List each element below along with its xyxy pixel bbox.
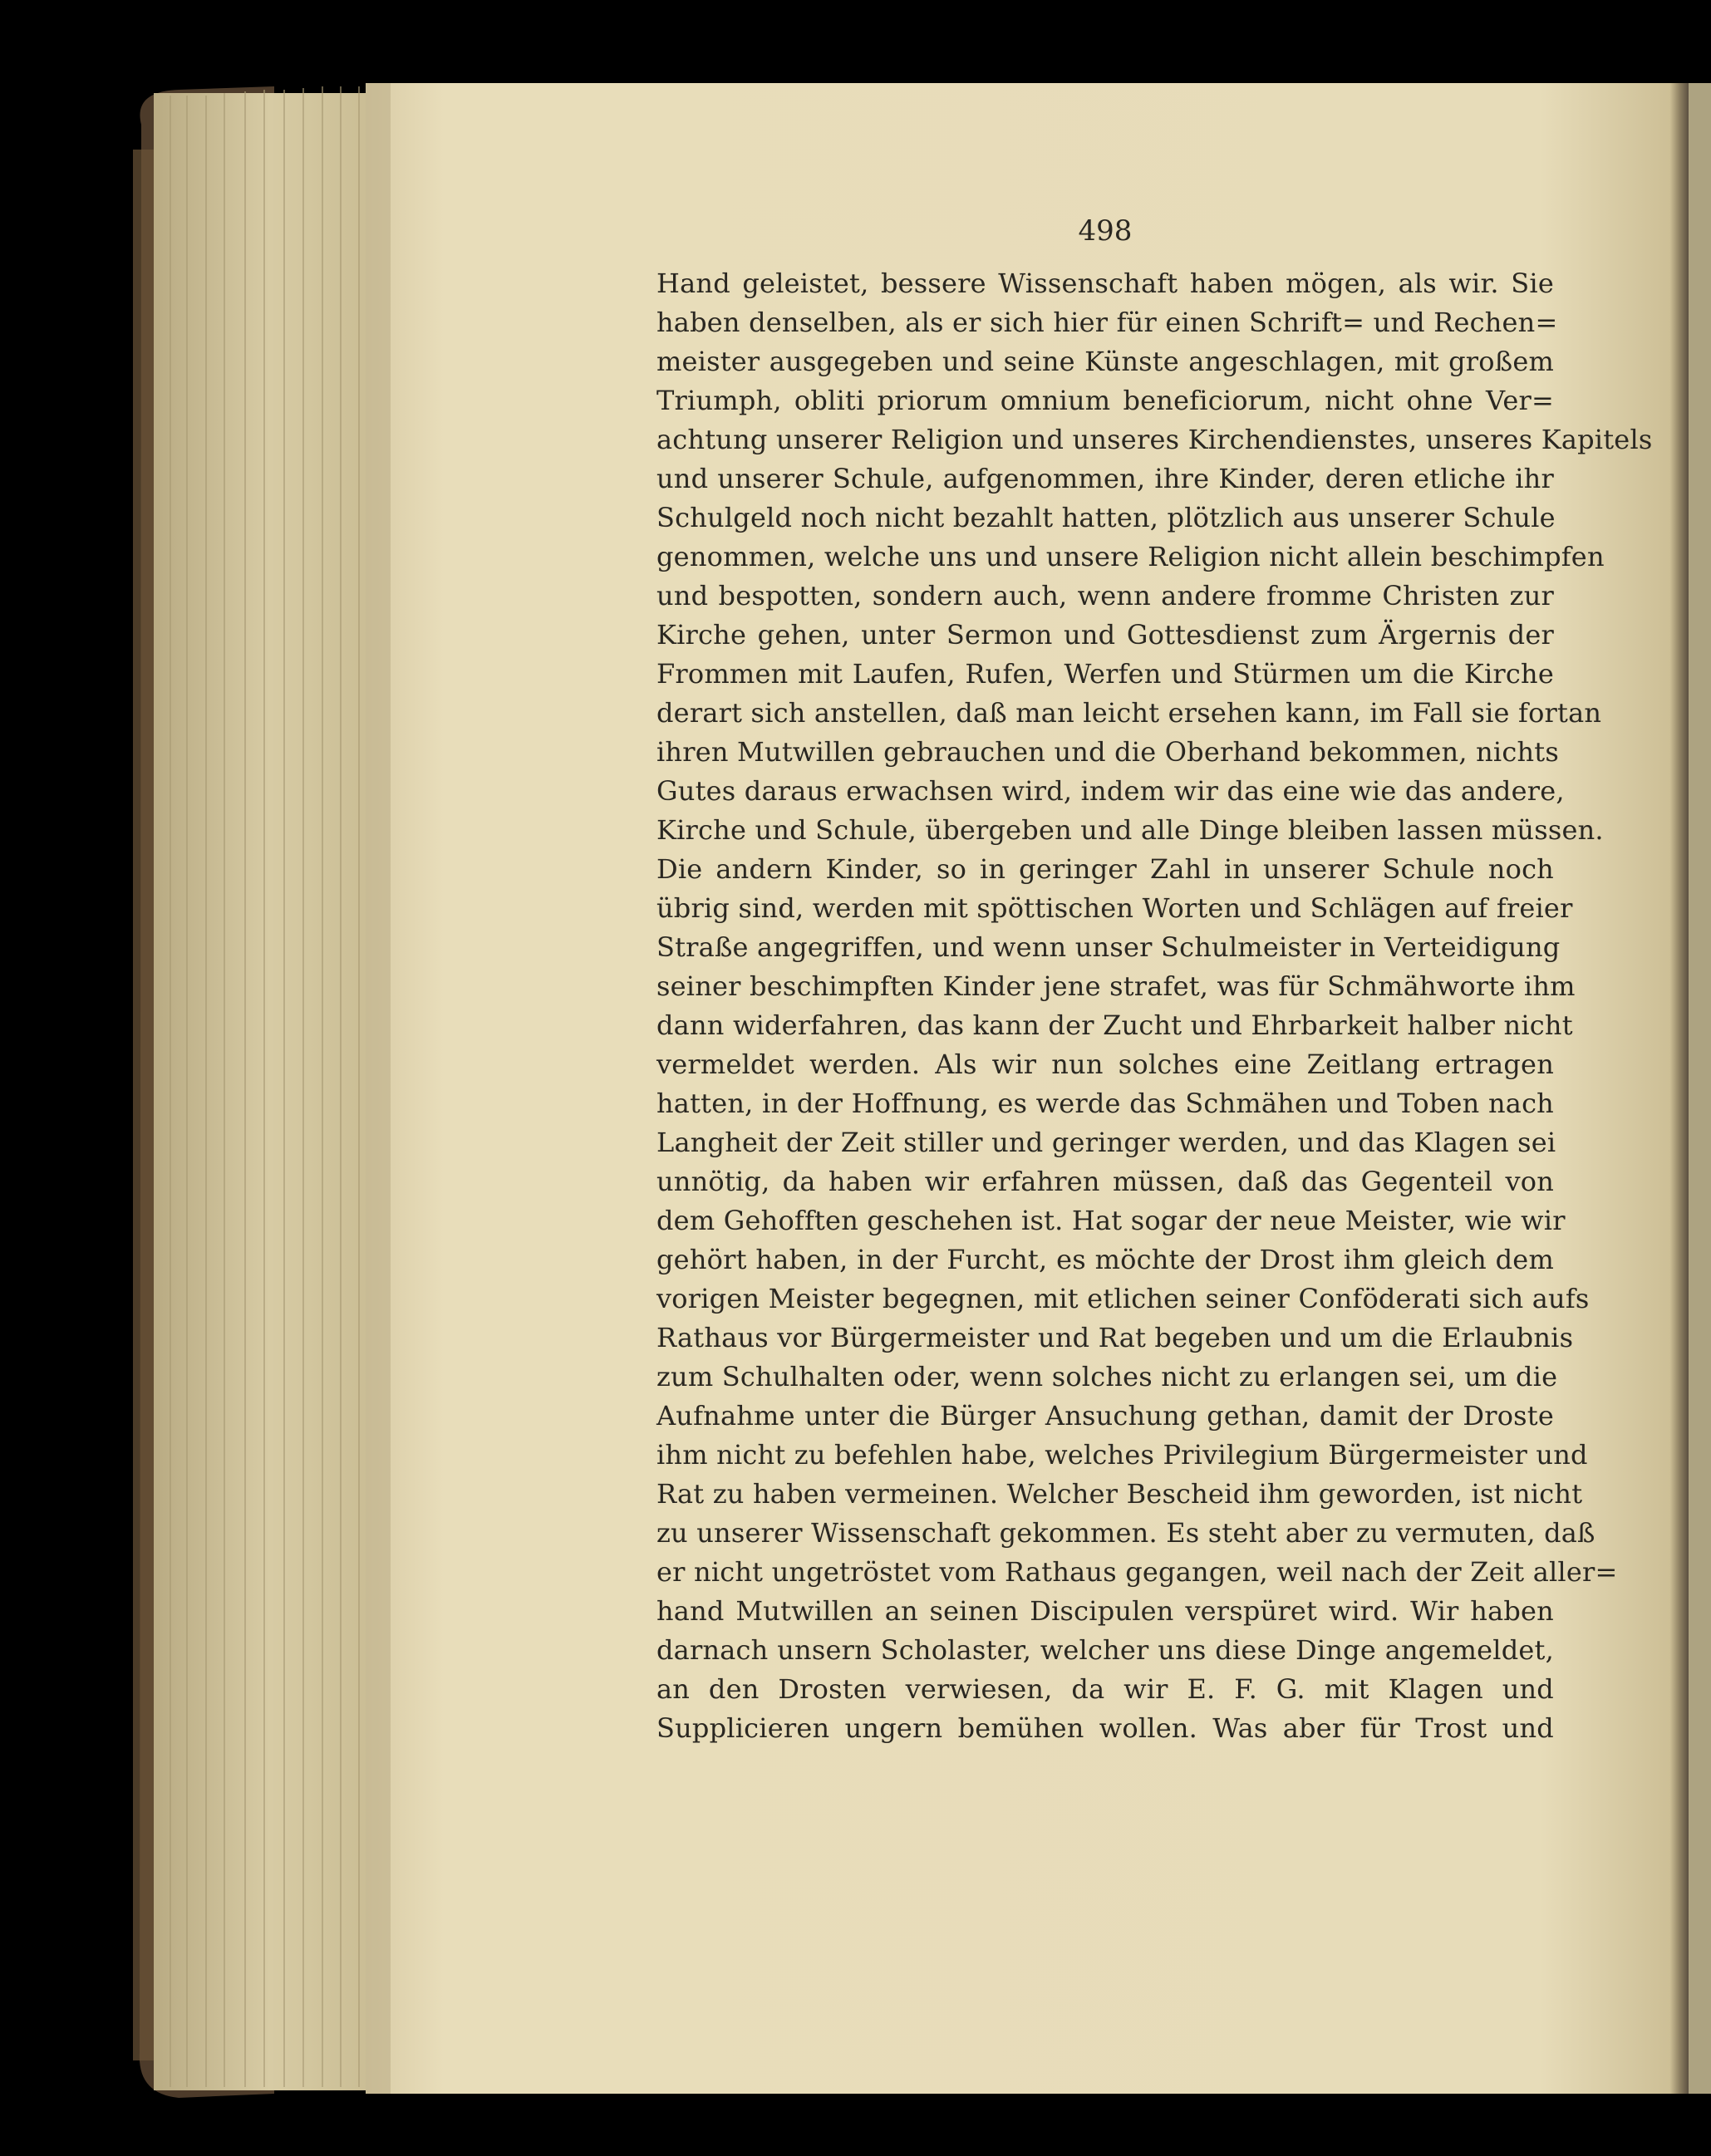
- text-line: Frommen mit Laufen, Rufen, Werfen und Stürmen um die Kirche: [656, 658, 1554, 690]
- text-line: genommen, welche uns und unsere Religion nicht allein beschimpfen: [656, 541, 1605, 572]
- text-line: Rat zu haben vermeinen. Welcher Bescheid ihm geworden, ist nicht: [656, 1478, 1583, 1510]
- text-line: und bespotten, sondern auch, wenn andere fromme Christen zur: [656, 580, 1554, 611]
- text-line: an den Drosten verwiesen, da wir E. F. G. mit Klagen und: [656, 1673, 1554, 1705]
- text-line: dann widerfahren, das kann der Zucht und Ehrbarkeit halber nicht: [656, 1009, 1573, 1041]
- text-line: unnötig, da haben wir erfahren müssen, daß das Gegenteil von: [656, 1166, 1554, 1197]
- text-line: übrig sind, werden mit spöttischen Worten und Schlägen auf freier: [656, 892, 1573, 924]
- text-line: gehört haben, in der Furcht, es möchte der Drost ihm gleich dem: [656, 1244, 1554, 1275]
- text-line: und unserer Schule, aufgenommen, ihre Kinder, deren etliche ihr: [656, 463, 1554, 494]
- text-line: Aufnahme unter die Bürger Ansuchung gethan, damit der Droste: [656, 1400, 1554, 1432]
- page-number: 498: [1078, 214, 1133, 248]
- text-line: Schulgeld noch nicht bezahlt hatten, plötzlich aus unserer Schule: [656, 502, 1556, 533]
- text-line: haben denselben, als er sich hier für einen Schrift= und Rechen=: [656, 307, 1558, 338]
- text-line: Langheit der Zeit stiller und geringer werden, und das Klagen sei: [656, 1127, 1556, 1158]
- page-stack: [154, 93, 386, 2090]
- cover-wear: [133, 150, 155, 2060]
- text-line: vorigen Meister begegnen, mit etlichen seiner Conföderati sich aufs: [656, 1283, 1590, 1314]
- gutter: [1670, 83, 1689, 2094]
- text-line: hand Mutwillen an seinen Discipulen verspüret wird. Wir haben: [656, 1595, 1554, 1627]
- text-line: dem Gehofften geschehen ist. Hat sogar der neue Meister, wie wir: [656, 1205, 1566, 1236]
- text-line: achtung unserer Religion und unseres Kirchendienstes, unseres Kapitels: [656, 424, 1653, 455]
- text-line: Kirche und Schule, übergeben und alle Dinge bleiben lassen müssen.: [656, 814, 1604, 846]
- text-line: Triumph, obliti priorum omnium beneficiorum, nicht ohne Ver=: [656, 385, 1554, 416]
- text-line: ihren Mutwillen gebrauchen und die Oberhand bekommen, nichts: [656, 736, 1559, 768]
- text-line: meister ausgegeben und seine Künste angeschlagen, mit großem: [656, 346, 1554, 377]
- text-line: ihm nicht zu befehlen habe, welches Privilegium Bürgermeister und: [656, 1439, 1588, 1471]
- text-line: vermeldet werden. Als wir nun solches eine Zeitlang ertragen: [656, 1049, 1554, 1080]
- text-line: Hand geleistet, bessere Wissenschaft haben mögen, als wir. Sie: [656, 268, 1554, 299]
- text-line: derart sich anstellen, daß man leicht ersehen kann, im Fall sie fortan: [656, 697, 1602, 729]
- text-line: Die andern Kinder, so in geringer Zahl in unserer Schule noch: [656, 853, 1554, 885]
- text-line: Straße angegriffen, und wenn unser Schulmeister in Verteidigung: [656, 931, 1561, 963]
- text-line: Gutes daraus erwachsen wird, indem wir das eine wie das andere,: [656, 775, 1565, 807]
- text-line: Kirche gehen, unter Sermon und Gottesdienst zum Ärgernis der: [656, 619, 1554, 651]
- text-line: zu unserer Wissenschaft gekommen. Es steht aber zu vermuten, daß: [656, 1517, 1595, 1549]
- text-line: hatten, in der Hoffnung, es werde das Schmähen und Toben nach: [656, 1088, 1554, 1119]
- text-line: Supplicieren ungern bemühen wollen. Was aber für Trost und: [656, 1712, 1554, 1744]
- text-line: Rathaus vor Bürgermeister und Rat begeben und um die Erlaubnis: [656, 1322, 1574, 1353]
- text-line: seiner beschimpften Kinder jene strafet, was für Schmähworte ihm: [656, 970, 1576, 1002]
- text-line: zum Schulhalten oder, wenn solches nicht zu erlangen sei, um die: [656, 1361, 1558, 1392]
- text-line: darnach unsern Scholaster, welcher uns diese Dinge angemeldet,: [656, 1634, 1554, 1666]
- text-line: er nicht ungetröstet vom Rathaus gegangen, weil nach der Zeit aller=: [656, 1556, 1618, 1588]
